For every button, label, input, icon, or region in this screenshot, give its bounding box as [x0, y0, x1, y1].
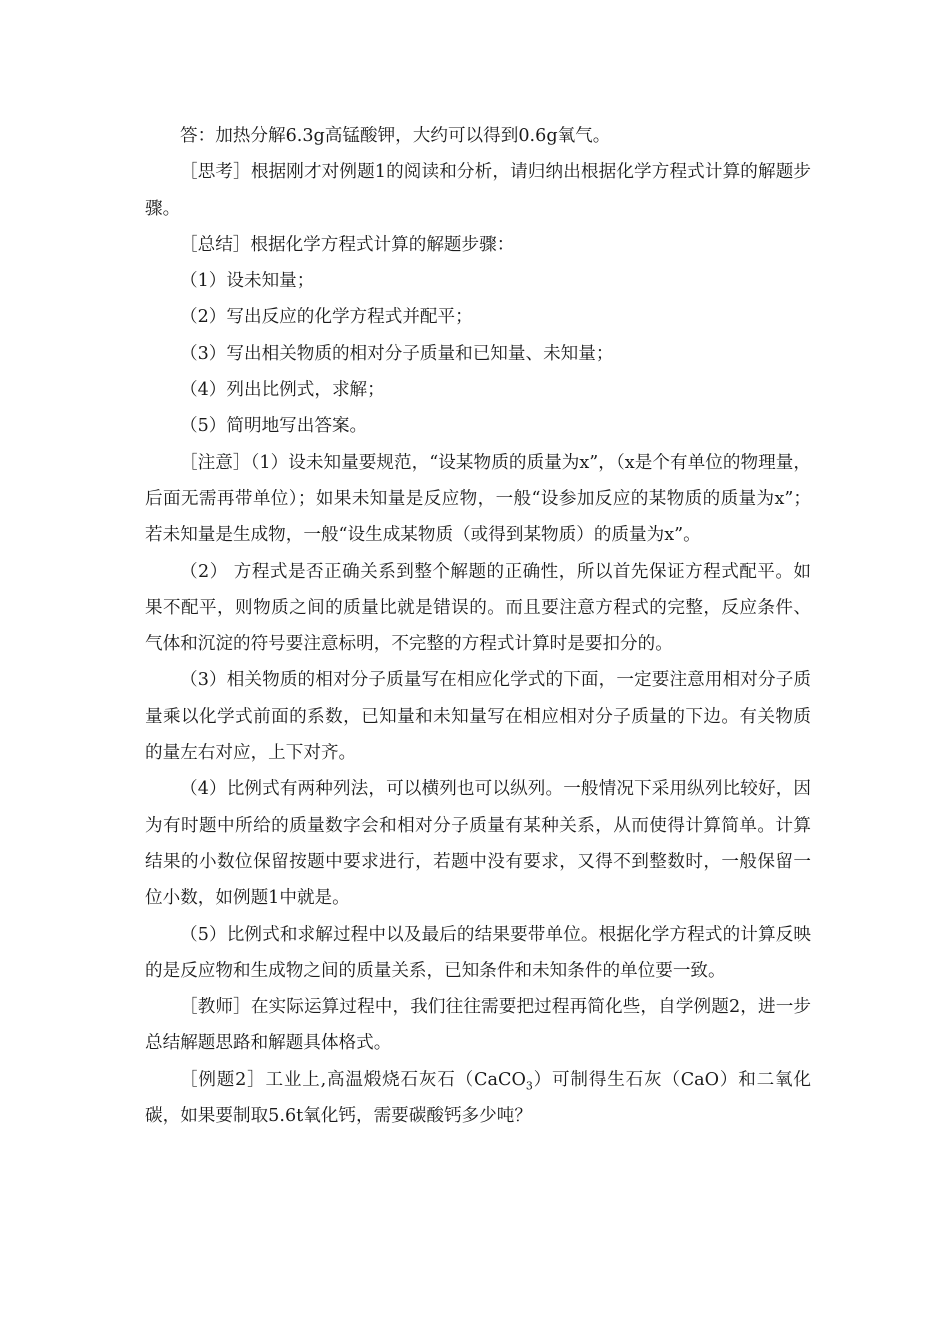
- note-paragraph-5: （5）比例式和求解过程中以及最后的结果要带单位。根据化学方程式的计算反映的是反应物和生成物之间的质量关系，已知条件和未知条件的单位要一致。: [145, 924, 811, 981]
- example-2-subscript: 3: [525, 1079, 533, 1093]
- document-page: [145, 118, 811, 1134]
- summary-step-4: （4）列出比例式，求解；: [180, 380, 385, 401]
- example-2-text-start: ［例题2］工业上,高温煅烧石灰石（CaCO: [180, 1069, 526, 1090]
- summary-step-5: （5）简明地写出答案。: [180, 416, 368, 437]
- note-paragraph-3: （3）相关物质的相对分子质量写在相应化学式的下面，一定要注意用相对分子质量乘以化学式前面的系数，已知量和未知量写在相应相对分子质量的下边。有关物质的量左右对应，上下对齐。: [145, 670, 811, 764]
- summary-title: ［总结］根据化学方程式计算的解题步骤：: [180, 234, 515, 255]
- teacher-paragraph: ［教师］在实际运算过程中，我们往往需要把过程再简化些，自学例题2，进一步总结解题思路和解题具体格式。: [145, 997, 811, 1054]
- summary-step-1: （1）设未知量；: [180, 271, 315, 292]
- example-2-paragraph: [145, 1062, 811, 1135]
- note-paragraph-4: （4）比例式有两种列法，可以横列也可以纵列。一般情况下采用纵列比较好，因为有时题中所给的质量数字会和相对分子质量有某种关系，从而使得计算简单。计算结果的小数位保留按题中要求进行，若题中没有要求，又得不到整数时，一般保留一位小数，如例题1中就是。: [145, 779, 811, 909]
- note-paragraph-1: ［注意］（1）设未知量要规范，“设某物质的质量为x”，（x是个有单位的物理量，后面无需再带单位）；如果未知量是反应物，一般“设参加反应的某物质的质量为x”；若未知量是生成物，一般“设生成某物质（或得到某物质）的质量为x”。: [145, 452, 811, 546]
- answer-paragraph: 答：加热分解6.3g高锰酸钾，大约可以得到0.6g氧气。: [180, 126, 611, 146]
- example-2-text-end: ）可制得生石灰（CaO）和二氧化碳，如果要制取5.6t氧化钙，需要碳酸钙多少吨？: [145, 1069, 811, 1127]
- think-paragraph: ［思考］根据刚才对例题1的阅读和分析，请归纳出根据化学方程式计算的解题步骤。: [145, 162, 811, 219]
- summary-step-2: （2）写出反应的化学方程式并配平；: [180, 307, 473, 328]
- summary-step-3: （3）写出相关物质的相对分子质量和已知量、未知量；: [180, 343, 614, 364]
- note-paragraph-2: （2） 方程式是否正确关系到整个解题的正确性，所以首先保证方程式配平。如果不配平，则物质之间的质量比就是错误的。而且要注意方程式的完整，反应条件、气体和沉淀的符号要注意标明，不完整的方程式计算时是要扣分的。: [145, 561, 811, 655]
